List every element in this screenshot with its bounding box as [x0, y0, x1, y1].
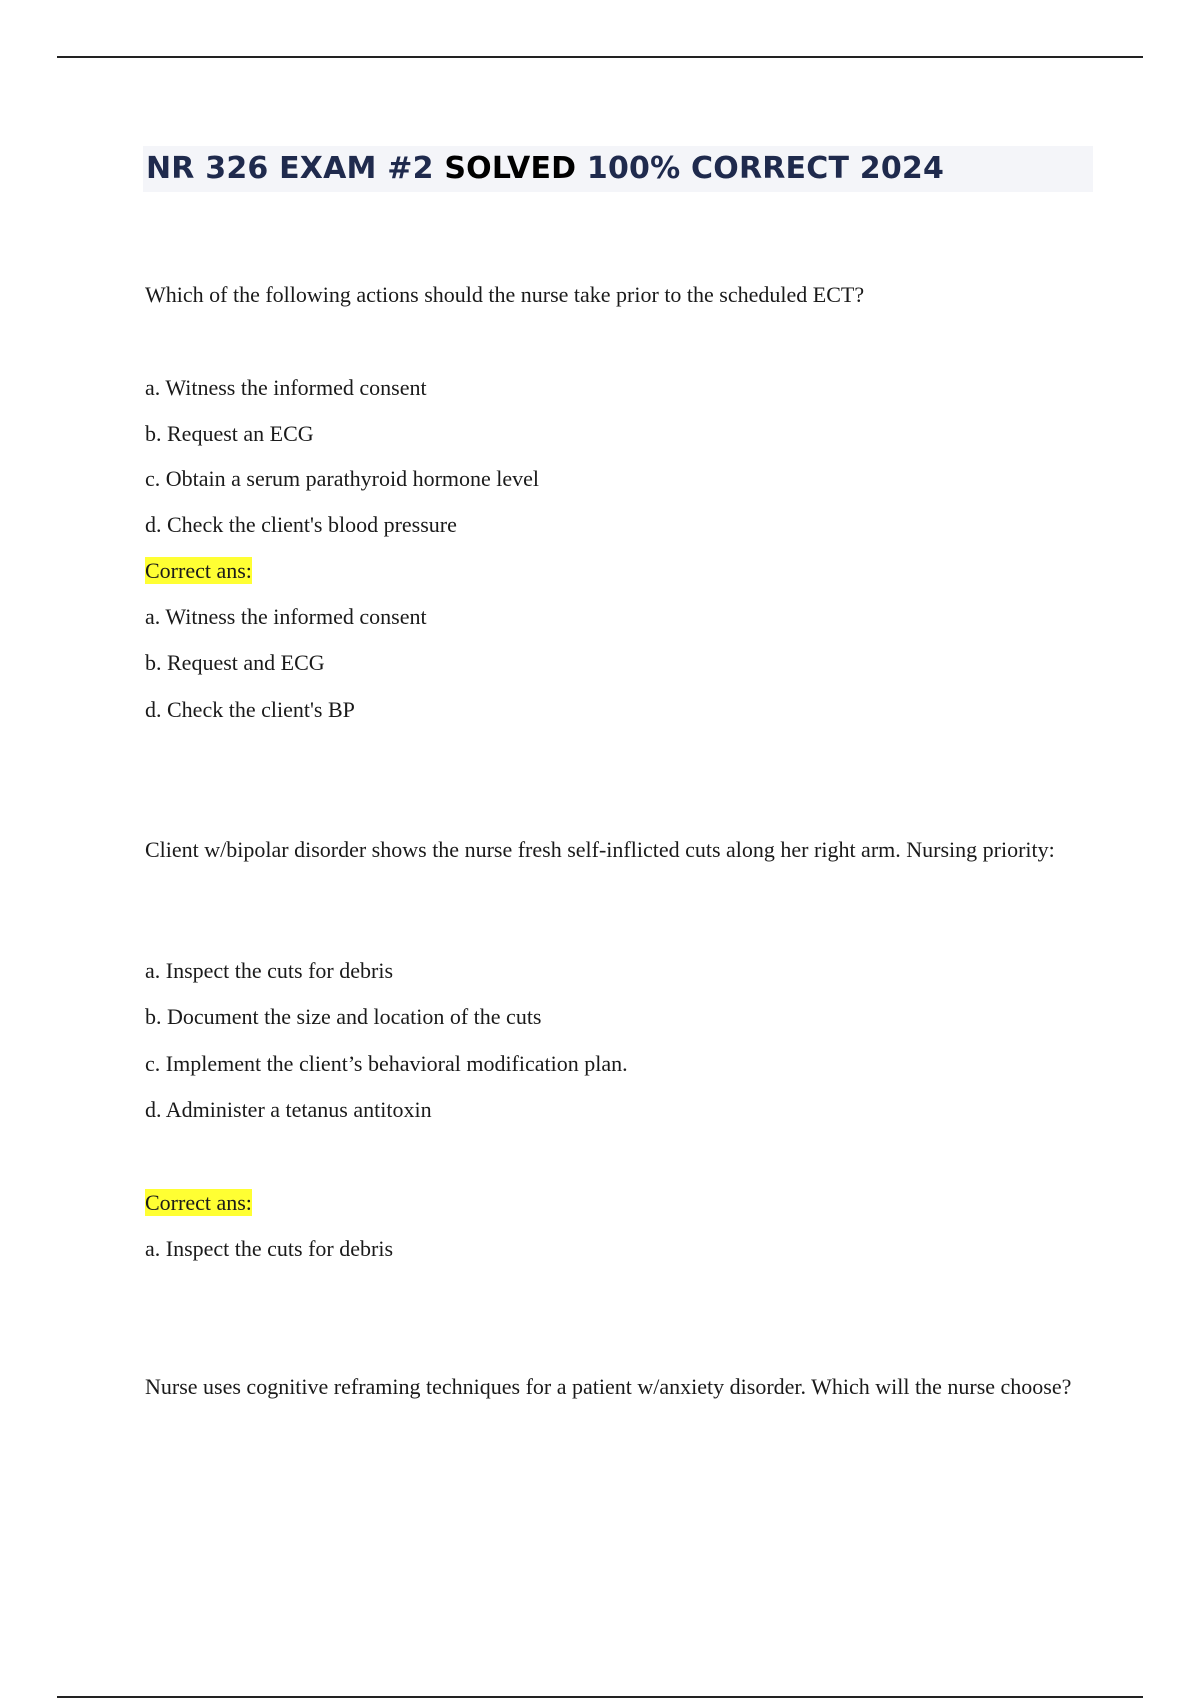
question-1-option-b: b. Request an ECG: [145, 421, 314, 446]
top-rule: [57, 56, 1143, 58]
question-1-answer-b: b. Request and ECG: [145, 650, 325, 675]
question-2-option-a: a. Inspect the cuts for debris: [145, 958, 394, 983]
question-2-text: Client w/bipolar disorder shows the nurse fresh self-inflicted cuts along her right arm. Nursing priority:: [145, 837, 1055, 862]
title-part-2: SOLVED: [444, 151, 577, 186]
question-1-answer-label: [145, 556, 252, 586]
question-3-text: Nurse uses cognitive reframing techniques for a patient w/anxiety disorder. Which will the nurse choose?: [145, 1374, 1072, 1399]
question-2-answer-label: [145, 1188, 252, 1218]
document-title: [146, 146, 944, 192]
title-part-1: NR 326 EXAM #2: [146, 151, 434, 186]
question-1-answer-a: a. Witness the informed consent: [145, 604, 427, 629]
question-1-answer-d: d. Check the client's BP: [145, 697, 355, 722]
bottom-rule: [57, 1696, 1143, 1698]
question-2-option-d: d. Administer a tetanus antitoxin: [145, 1097, 432, 1122]
question-1-option-a: a. Witness the informed consent: [145, 375, 427, 400]
answer-highlight: Correct ans:: [145, 558, 252, 583]
question-2-answer-a: a. Inspect the cuts for debris: [145, 1236, 394, 1261]
question-2-option-c: c. Implement the client’s behavioral modification plan.: [145, 1051, 628, 1076]
answer-highlight: Correct ans:: [145, 1190, 252, 1215]
question-1-option-d: d. Check the client's blood pressure: [145, 512, 457, 537]
question-1-text: Which of the following actions should the nurse take prior to the scheduled ECT?: [145, 282, 865, 307]
title-part-3: 100% CORRECT 2024: [586, 151, 945, 186]
question-1-option-c: c. Obtain a serum parathyroid hormone level: [145, 466, 540, 491]
question-2-option-b: b. Document the size and location of the cuts: [145, 1004, 542, 1029]
